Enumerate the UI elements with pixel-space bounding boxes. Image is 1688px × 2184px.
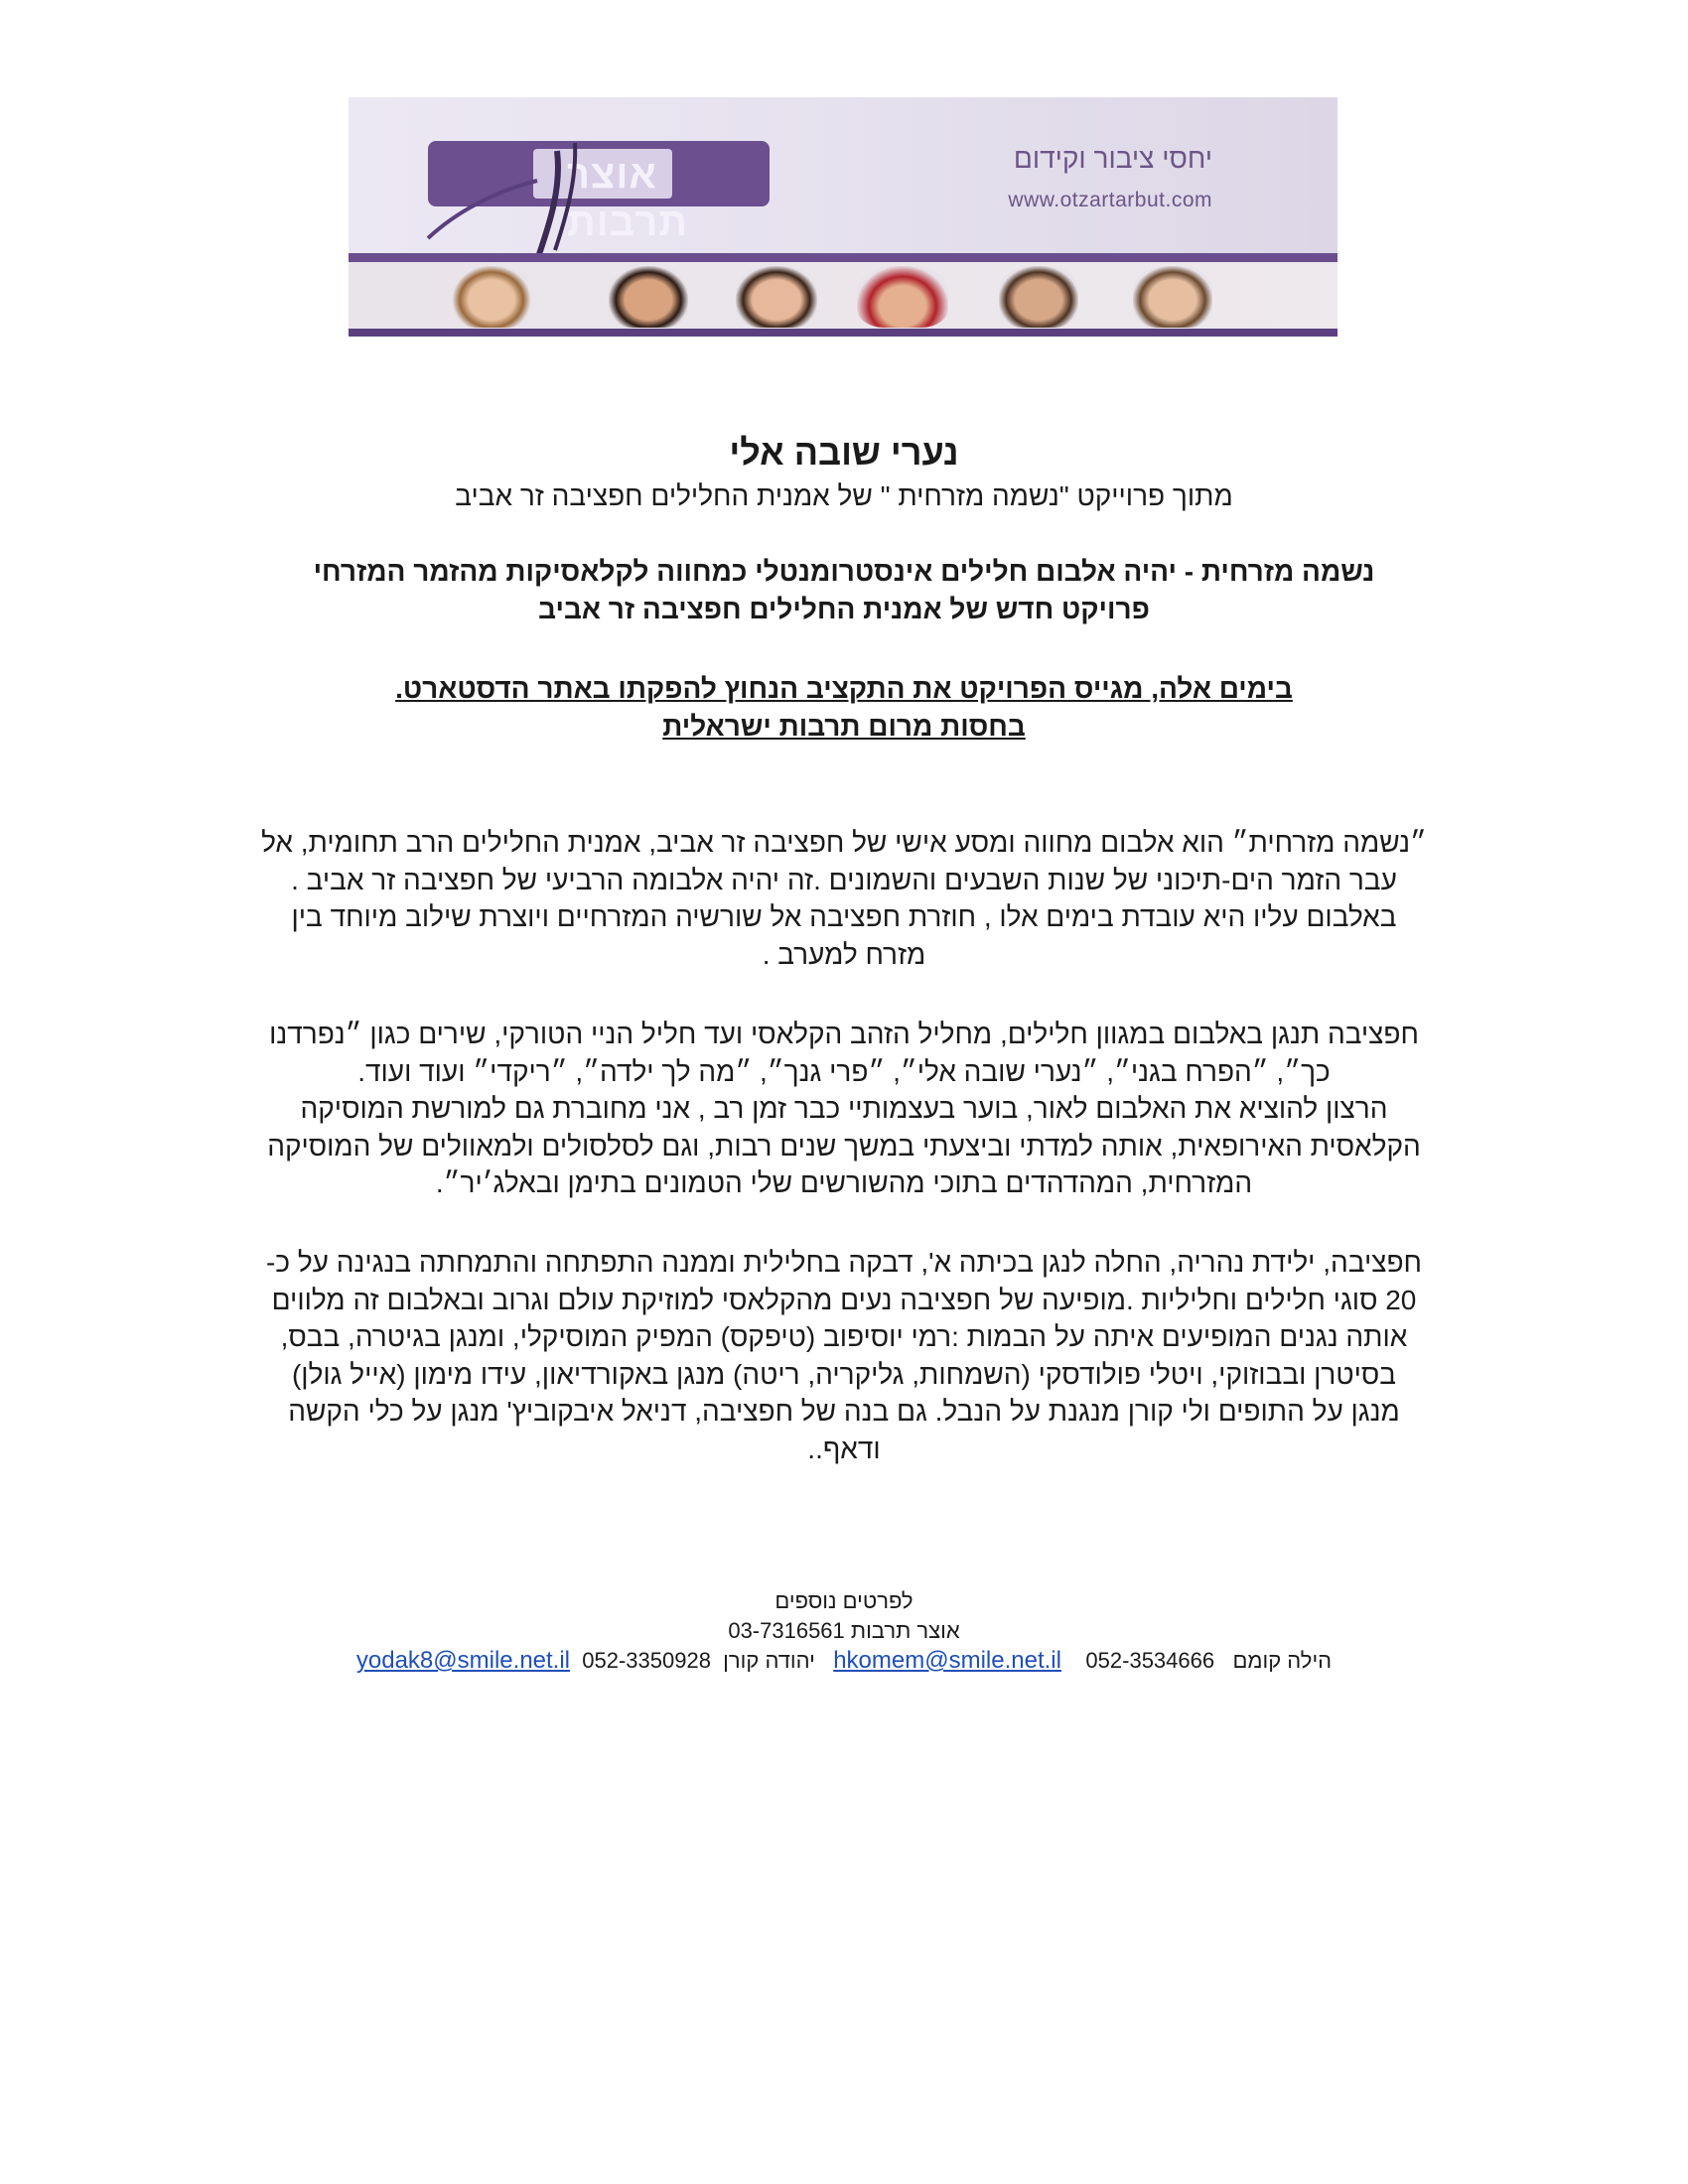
paragraph-line: בסיטרן ובבוזוקי, ויטלי פולודסקי (השמחות, גליקריה, ריטה) מנגן באקורדיאון, עידו מימון (אייל גולן)	[291, 1358, 1397, 1390]
paragraph-2	[189, 1016, 1499, 1202]
contact-email-link[interactable]: yodak8@smile.net.il	[355, 1647, 571, 1674]
notice-line-1: בימים אלה, מגייס הפרויקט את התקציב הנחוץ להפקתו באתר הדסטארט.	[395, 673, 1293, 704]
otzar-tarbut-logo	[428, 141, 775, 244]
logo-swoosh-icon	[388, 121, 785, 270]
paragraph-line: ודאף..	[807, 1433, 881, 1464]
paragraph-line: חפציבה, ילידת נהריה, החלה לנגן בכיתה א', דבקה בחלילית וממנה התפתחה והתמחתה בנגינה על כ-	[266, 1247, 1422, 1278]
website-url[interactable]: www.otzartarbut.com	[1008, 189, 1212, 211]
portrait-image	[609, 266, 688, 328]
paragraph-line: כך״, ״הפרח בגני״, ״נערי שובה אלי״, ״פרי גנך״, ״מה לך ילדה״, ״ריקדי״ ועוד ועוד.	[357, 1055, 1331, 1087]
banner-bottom-stripe	[349, 329, 1337, 337]
portrait-image	[1133, 266, 1212, 328]
logo-text: אוצר תרבות	[567, 153, 688, 244]
contact-phone: 052-3534666	[1085, 1648, 1215, 1673]
header-banner	[349, 97, 1337, 337]
paragraph-line: ״נשמה מזרחית״ הוא אלבום מחווה ומסע אישי של חפציבה זר אביב, אמנית החלילים הרב תחומית, אל	[261, 827, 1427, 858]
portrait-image	[857, 266, 948, 328]
paragraph-line: באלבום עליו היא עובדת בימים אלו , חוזרת חפציבה אל שורשיה המזרחיים ויוצרת שילוב מיוחד בין	[291, 901, 1397, 932]
banner-stripe	[349, 253, 1337, 262]
contact-heading: לפרטים נוספים	[774, 1588, 914, 1613]
paragraph-line: חפציבה תנגן באלבום במגוון חלילים, מחליל הזהב הקלאסי ועד חליל הניי הטורקי, שירים כגון ״נפרדנו	[269, 1019, 1419, 1049]
lead-line-1: נשמה מזרחית - יהיה אלבום חלילים אינסטרומנטלי כמחווה לקלאסיקות מהזמר המזרחי	[313, 556, 1375, 587]
contact-name: יהודה קורן	[723, 1648, 815, 1673]
paragraph-1	[189, 824, 1499, 973]
contact-email-link[interactable]: hkomem@smile.net.il	[833, 1647, 1061, 1674]
banner-photo-strip	[349, 262, 1337, 329]
contact-people	[0, 1646, 1688, 1676]
paragraph-line: מנגן על התופים ולי קורן מנגנת על הנבל. גם בנה של חפציבה, דניאל איבקוביץ' מנגן על כלי הקשה	[288, 1396, 1400, 1427]
portrait-image	[736, 266, 817, 328]
contact-office: אוצר תרבות 03-7316561	[728, 1618, 960, 1643]
paragraph-line: אותה נגנים המופיעים איתה על הבמות :רמי יוסיפוב (טיפקס) המפיק המוסיקלי, ומנגן בגיטרה, בבס,	[280, 1321, 1408, 1352]
portrait-image	[453, 266, 530, 328]
paragraph-3	[189, 1244, 1499, 1467]
paragraph-line: מזרח למערב .	[762, 938, 926, 970]
paragraph-line: המזרחית, המהדהדים בתוכי מהשורשים שלי הטמונים בתימן ובאלג׳יר״.	[435, 1167, 1253, 1198]
paragraph-line: עבר הזמר הים-תיכוני של שנות השבעים והשמונים .זה יהיה אלבומה הרביעי של חפציבה זר אביב .	[291, 864, 1397, 895]
pr-tagline: יחסי ציבור וקידום	[1013, 143, 1212, 174]
paragraph-line: 20 סוגי חלילים וחליליות .מופיעה של חפציבה נעים מהקלאסי למוזיקת עולם וגרוב ובאלבום זה מלווים	[271, 1284, 1417, 1315]
contact-phone: 052-3350928	[582, 1648, 711, 1673]
page-subtitle: מתוך פרוייקט "נשמה מזרחית " של אמנית החלילים חפציבה זר אביב	[455, 480, 1233, 511]
contact-name: הילה קומם	[1232, 1648, 1333, 1673]
paragraph-line: הרצון להוציא את האלבום לאור, בוער בעצמותיי כבר זמן רב , אני מחוברת גם למורשת המוסיקה	[300, 1093, 1388, 1124]
page-title: נערי שובה אלי	[729, 432, 959, 473]
portrait-image	[999, 266, 1078, 328]
paragraph-line: הקלאסית האירופאית, אותה למדתי וביצעתי במשך שנים רבות, וגם לסלסולים ולמאוולים של המוסיקה	[267, 1130, 1421, 1161]
lead-line-2: פרויקט חדש של אמנית החלילים חפציבה זר אביב	[538, 594, 1150, 624]
notice-line-2: בחסות מרום תרבות ישראלית	[662, 711, 1026, 742]
